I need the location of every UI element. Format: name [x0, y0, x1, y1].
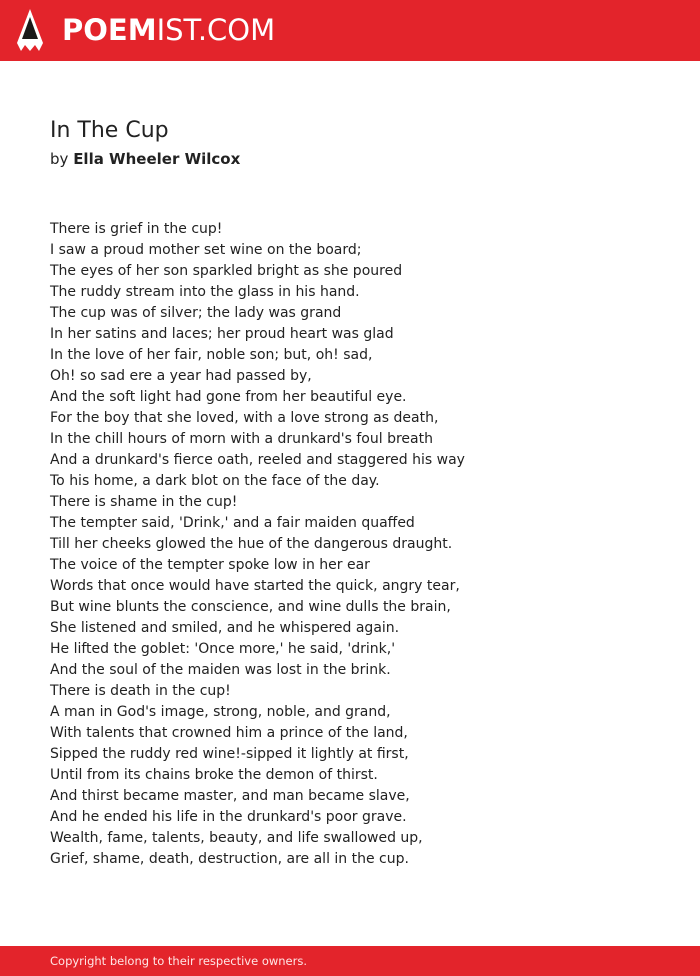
site-logo[interactable]	[62, 12, 275, 48]
site-header	[0, 0, 700, 61]
poem-line: Till her cheeks glowed the hue of the dangerous draught.	[50, 536, 453, 552]
poem-line: Wealth, fame, talents, beauty, and life swallowed up,	[50, 830, 423, 846]
byline	[50, 149, 240, 169]
poem-line: And a drunkard's fierce oath, reeled and staggered his way	[50, 452, 465, 468]
poem-line: In the chill hours of morn with a drunkard's foul breath	[50, 431, 433, 447]
author-name: Ella Wheeler Wilcox	[73, 150, 241, 168]
poem-line: In the love of her fair, noble son; but, oh! sad,	[50, 347, 373, 363]
poem-line: And the soul of the maiden was lost in the brink.	[50, 662, 391, 678]
poem-line: And he ended his life in the drunkard's poor grave.	[50, 809, 407, 825]
poem-line: Until from its chains broke the demon of thirst.	[50, 767, 378, 783]
poem-line: With talents that crowned him a prince of the land,	[50, 725, 408, 741]
poem-line: Sipped the ruddy red wine!-sipped it lightly at first,	[50, 746, 409, 762]
poem-line: To his home, a dark blot on the face of the day.	[50, 473, 380, 489]
poem-line: In her satins and laces; her proud heart was glad	[50, 326, 394, 342]
poem-line: She listened and smiled, and he whispered again.	[50, 620, 400, 636]
poem-line: The cup was of silver; the lady was grand	[50, 305, 342, 321]
poem-title: In The Cup	[50, 118, 169, 143]
poem-line: A man in God's image, strong, noble, and grand,	[50, 704, 391, 720]
poem-line: There is shame in the cup!	[50, 494, 238, 510]
logo-bold-part: POEM	[62, 13, 157, 47]
copyright-notice: Copyright belong to their respective owners.	[50, 954, 308, 968]
poem-line: And the soft light had gone from her beautiful eye.	[50, 389, 407, 405]
poem-line: For the boy that she loved, with a love strong as death,	[50, 410, 439, 426]
poem-line: The ruddy stream into the glass in his hand.	[50, 284, 360, 300]
poem-line: There is death in the cup!	[50, 683, 231, 699]
poem-body	[50, 219, 465, 870]
by-label: by	[50, 150, 69, 168]
site-footer	[0, 946, 700, 976]
poem-line: There is grief in the cup!	[50, 221, 223, 237]
pencil-tip-icon	[17, 9, 43, 51]
poem-line: The tempter said, 'Drink,' and a fair maiden quaffed	[50, 515, 415, 531]
poem-line: Grief, shame, death, destruction, are all in the cup.	[50, 851, 409, 867]
poem-line: And thirst became master, and man became slave,	[50, 788, 410, 804]
poem-line: I saw a proud mother set wine on the board;	[50, 242, 362, 258]
poem-line: Words that once would have started the quick, angry tear,	[50, 578, 460, 594]
poem-line: He lifted the goblet: 'Once more,' he said, 'drink,'	[50, 641, 396, 657]
poem-line: The voice of the tempter spoke low in her ear	[50, 557, 370, 573]
poem-line: Oh! so sad ere a year had passed by,	[50, 368, 312, 384]
poem-line: But wine blunts the conscience, and wine dulls the brain,	[50, 599, 451, 615]
poem-line: The eyes of her son sparkled bright as she poured	[50, 263, 403, 279]
logo-light-part: IST.COM	[156, 13, 276, 47]
